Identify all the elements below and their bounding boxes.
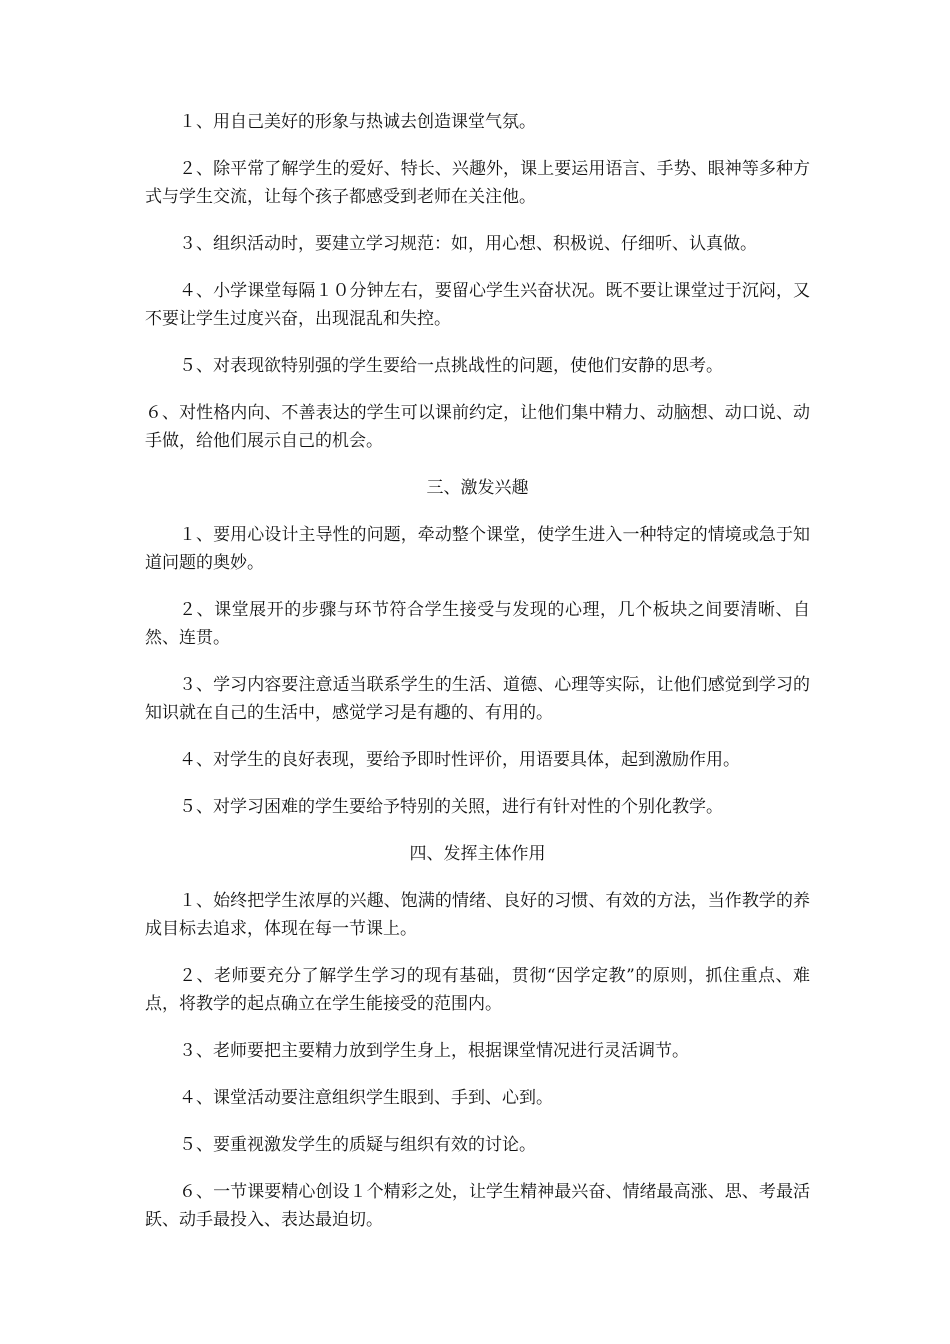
paragraph-3-3: ３、学习内容要注意适当联系学生的生活、道德、心理等实际，让他们感觉到学习的知识就在自己的生活中，感觉学习是有趣的、有用的。 <box>145 675 810 723</box>
paragraph-3-4: ４、对学生的良好表现，要给予即时性评价，用语要具体，起到激励作用。 <box>179 750 740 770</box>
section-heading-three: 三、激发兴趣 <box>426 478 529 498</box>
paragraph-4-6: ６、一节课要精心创设１个精彩之处，让学生精神最兴奋、情绪最高涨、思、考最活跃、动手最投入、表达最迫切。 <box>145 1182 810 1230</box>
section-heading-four: 四、发挥主体作用 <box>409 844 546 864</box>
paragraph-3-5: ５、对学习困难的学生要给予特别的关照，进行有针对性的个别化教学。 <box>179 797 723 817</box>
paragraph-4-5: ５、要重视激发学生的质疑与组织有效的讨论。 <box>179 1135 536 1155</box>
paragraph-1-5: ５、对表现欲特别强的学生要给一点挑战性的问题，使他们安静的思考。 <box>179 356 723 376</box>
paragraph-4-2: ２、老师要充分了解学生学习的现有基础，贯彻“因学定教”的原则，抓住重点、难点，将教学的起点确立在学生能接受的范围内。 <box>145 966 810 1014</box>
paragraph-1-1: １、用自己美好的形象与热诚去创造课堂气氛。 <box>179 112 536 132</box>
paragraph-4-4: ４、课堂活动要注意组织学生眼到、手到、心到。 <box>179 1088 553 1108</box>
document-page <box>145 108 810 1253</box>
paragraph-3-2: ２、课堂展开的步骤与环节符合学生接受与发现的心理，几个板块之间要清晰、自然、连贯。 <box>145 600 810 648</box>
paragraph-1-3: ３、组织活动时，要建立学习规范：如，用心想、积极说、仔细听、认真做。 <box>179 234 757 254</box>
paragraph-1-6: ６、对性格内向、不善表达的学生可以课前约定，让他们集中精力、动脑想、动口说、动手做，给他们展示自己的机会。 <box>145 403 810 451</box>
paragraph-4-3: ３、老师要把主要精力放到学生身上，根据课堂情况进行灵活调节。 <box>179 1041 689 1061</box>
paragraph-1-2: ２、除平常了解学生的爱好、特长、兴趣外，课上要运用语言、手势、眼神等多种方式与学生交流，让每个孩子都感受到老师在关注他。 <box>145 159 810 207</box>
paragraph-3-1: １、要用心设计主导性的问题，牵动整个课堂，使学生进入一种特定的情境或急于知道问题的奥妙。 <box>145 525 810 573</box>
paragraph-1-4: ４、小学课堂每隔１０分钟左右，要留心学生兴奋状况。既不要让课堂过于沉闷，又不要让学生过度兴奋，出现混乱和失控。 <box>145 281 810 329</box>
paragraph-4-1: １、始终把学生浓厚的兴趣、饱满的情绪、良好的习惯、有效的方法，当作教学的养成目标去追求，体现在每一节课上。 <box>145 891 810 939</box>
